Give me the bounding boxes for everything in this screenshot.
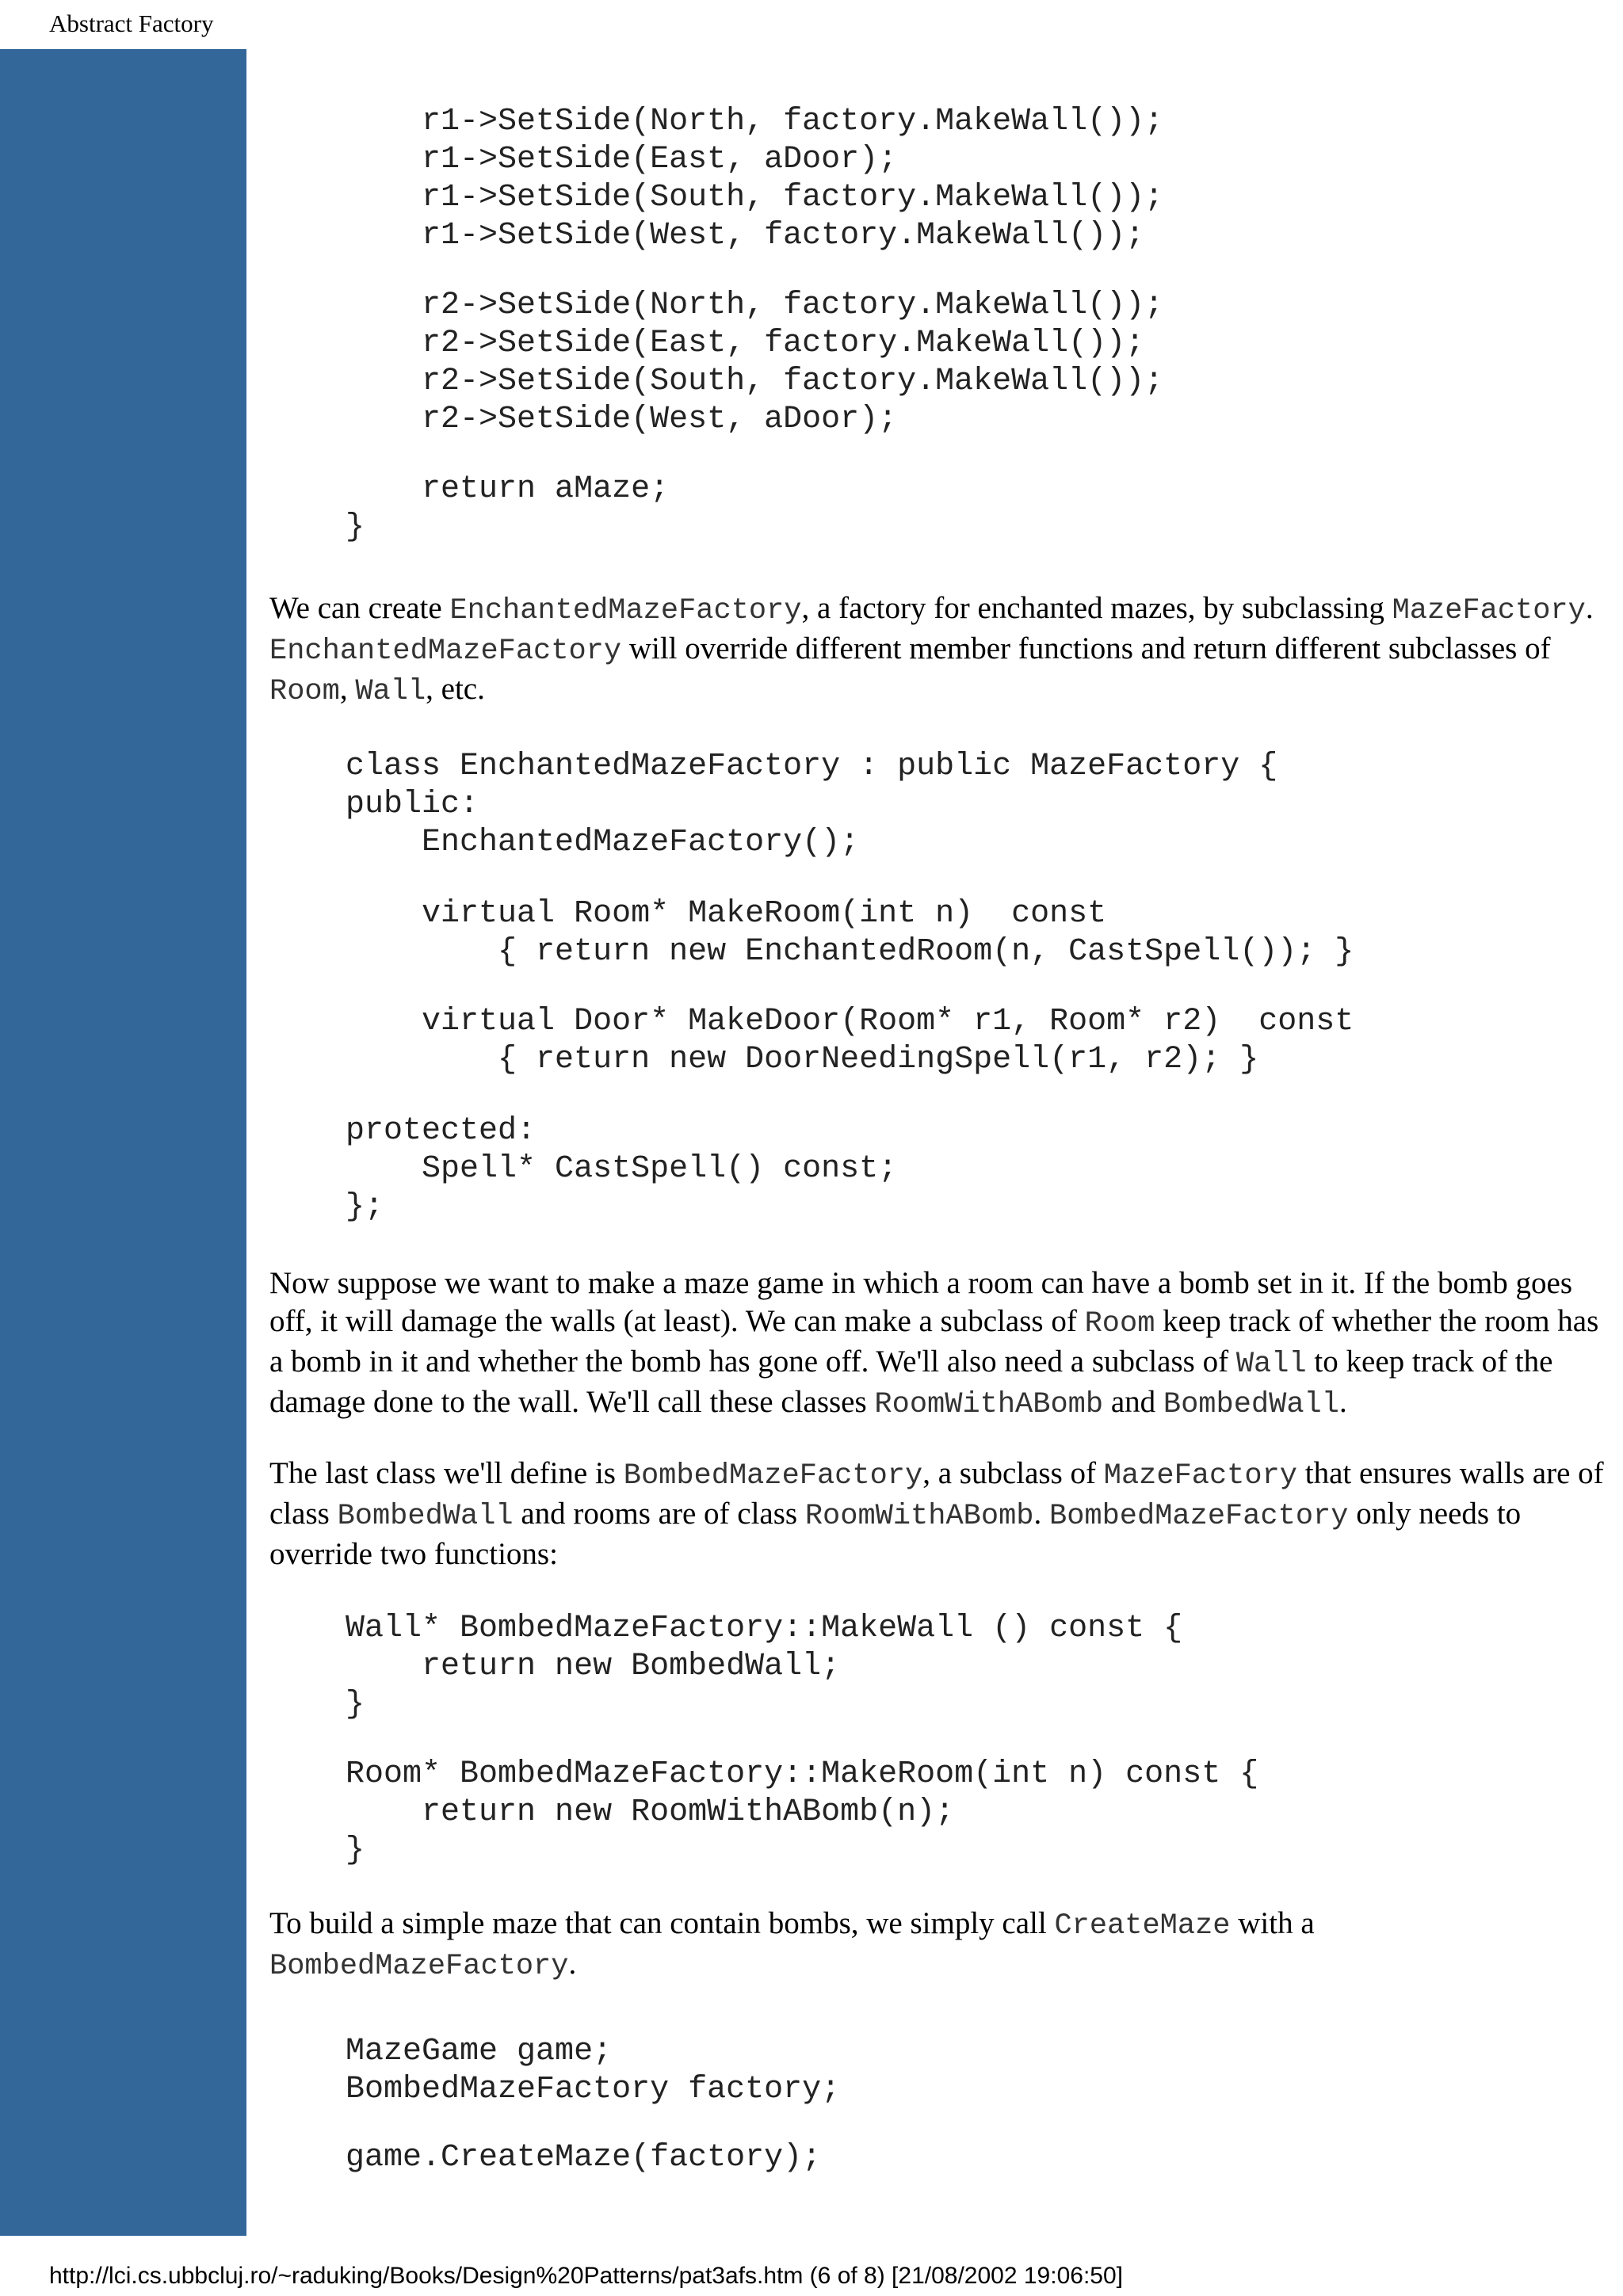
paragraph-bombed-factory: The last class we'll define is BombedMazeFactory, a subclass of MazeFactory that ensures walls are of class BombedWall and rooms are of class RoomWithABomb. BombedMazeFactory only needs to override two functions: xyxy=(269,1456,1604,1571)
page-footer-url: http://lci.cs.ubbcluj.ro/~raduking/Books/Design%20Patterns/pat3afs.htm (6 of 8) [21/08/2002 19:06:50] xyxy=(49,2263,1123,2289)
code-block-return-maze: return aMaze; } xyxy=(346,471,670,545)
paragraph-bomb-maze: Now suppose we want to make a maze game in which a room can have a bomb set in it. If the bomb goes off, it will damage the walls (at least). We can make a subclass of Room keep track of whether the room has a bomb in it and whether the bomb has gone off. We'll also need a subclass of Wall to keep track of the damage done to the wall. We'll call these classes RoomWithABomb and BombedWall. xyxy=(269,1266,1599,1421)
code-block-make-room-impl: Room* BombedMazeFactory::MakeRoom(int n) const { return new RoomWithABomb(n); } xyxy=(346,1756,1259,1868)
code-block-r1-sides: r1->SetSide(North, factory.MakeWall()); r1->SetSide(East, aDoor); r1->SetSide(South, factory.MakeWall()); r1->SetSide(West, factory.MakeWall()); xyxy=(422,104,1164,254)
paragraph-create-maze: To build a simple maze that can contain bombs, we simply call CreateMaze with a BombedMazeFactory. xyxy=(269,1906,1315,1983)
paragraph-enchanted-factory: We can create EnchantedMazeFactory, a factory for enchanted mazes, by subclassing MazeFactory. EnchantedMazeFactory will override different member functions and return different subclasses of Room, Wall, etc. xyxy=(269,591,1594,708)
code-block-make-wall-impl: Wall* BombedMazeFactory::MakeWall () const { return new BombedWall; } xyxy=(346,1611,1183,1722)
code-block-game-setup: MazeGame game; BombedMazeFactory factory; xyxy=(346,2034,841,2107)
page-header-title: Abstract Factory xyxy=(49,10,214,37)
code-block-enchanted-class: class EnchantedMazeFactory : public MazeFactory { public: EnchantedMazeFactory(); xyxy=(346,749,1278,860)
code-block-r2-sides: r2->SetSide(North, factory.MakeWall()); r2->SetSide(East, factory.MakeWall()); r2->SetSide(South, factory.MakeWall()); r2->SetSide(West, aDoor); xyxy=(422,288,1164,437)
code-block-protected: protected: Spell* CastSpell() const; }; xyxy=(346,1113,898,1225)
code-block-make-door: virtual Door* MakeDoor(Room* r1, Room* r2) const { return new DoorNeedingSpell(r1, r2); } xyxy=(422,1004,1354,1077)
code-block-make-room: virtual Room* MakeRoom(int n) const { return new EnchantedRoom(n, CastSpell()); } xyxy=(422,896,1354,970)
sidebar-band xyxy=(0,49,246,2236)
code-block-create-call: game.CreateMaze(factory); xyxy=(269,2140,822,2176)
